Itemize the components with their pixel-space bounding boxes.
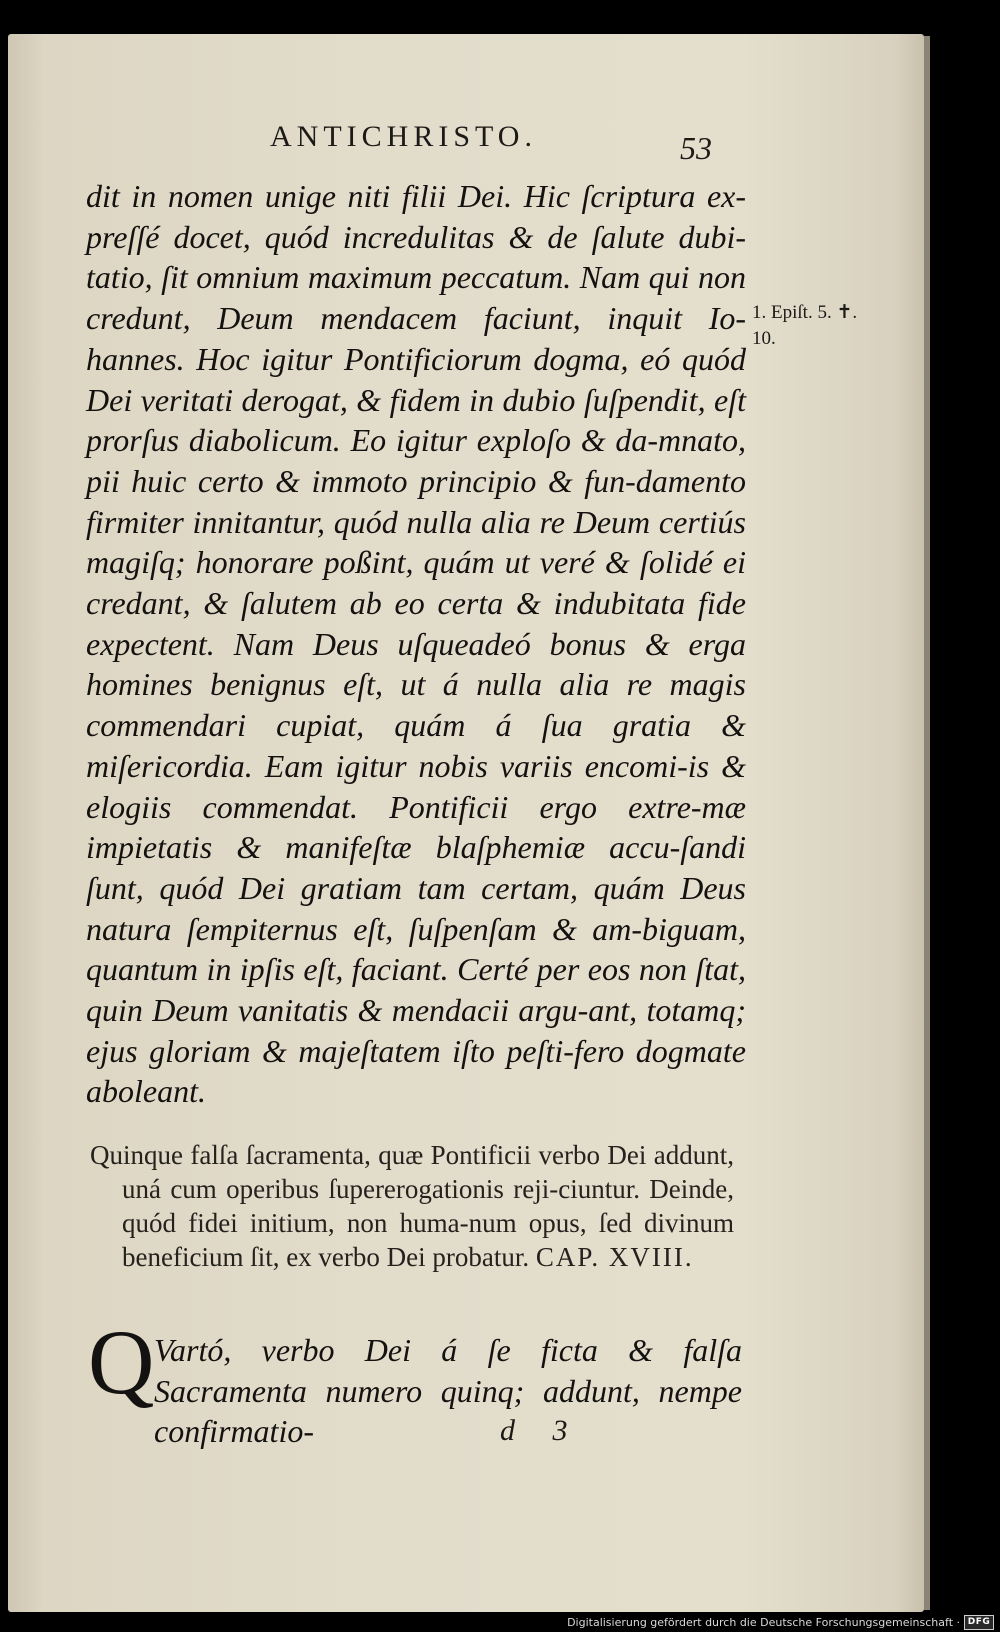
page-number: 53 [680,130,712,166]
chapter-summary [90,1138,734,1274]
page-edge [924,36,930,1610]
chapter-start-text: Vartó, verbo Dei á ſe ficta & falſa Sacramenta numero quinq; addunt, nempe confirmatio- [154,1332,742,1450]
dfg-logo-icon: DFG [964,1615,994,1630]
signature-mark: d 3 [500,1414,568,1447]
chapter-summary-text: Quinque falſa ſacramenta, quæ Pontificii verbo Dei addunt, uná cum operibus ſupererogationis reji-ciuntur. Deinde, quód fidei initium, non huma-num opus, ſed divinum beneficium ſit, ex verbo Dei probatur. [90,1140,734,1272]
margin-note [752,300,902,352]
body-text: dit in nomen unige niti filii Dei. Hic ſcriptura ex-preſſé docet, quód incredulitas & de ſalute dubi-tatio, ſit omnium maximum peccatum. Nam qui non credunt, Deum mendacem faciunt, inquit Io-hannes. Hoc igitur Pontificiorum dogma, eó quód Dei veritati derogat, & fidem in dubio ſuſpendit, eſt prorſus diabolicum. Eo igitur exploſo & da-mnato, pii huic certo & immoto principio & fun-damento firmiter innitantur, quód nulla alia re Deum certiús magiſq; honorare poßint, quám ut veré & ſolidé ei credant, & ſalutem ab eo certa & indubitata fide expectent. Nam Deus uſqueadeó bonus & erga homines benignus eſt, ut á nulla alia re magis commendari cupiat, quám á ſua gratia & miſericordia. Eam igitur nobis variis encomi-is & elogiis commendat. Pontificii ergo extre-mæ impietatis & manifeſtæ blaſphemiæ accu-ſandi ſunt, quód Dei gratiam tam certam, quám Deus natura ſempiternus eſt, ſuſpenſam & am-biguam, quantum in ipſis eſt, faciant. Certé per eos non ſtat, quin Deum vanitatis & mendacii argu-ant, totamq; ejus gloriam & majeſtatem iſto peſti-fero dogmate aboleant. [86,178,746,1110]
margin-note-verse: 10. [752,328,776,349]
footer-credit: Digitalisierung gefördert durch die Deutsche Forschungsgemeinschaft · [567,1616,960,1629]
running-head: ANTICHRISTO. [270,120,537,153]
margin-note-reference: 1. Epiſt. 5. ✝. [752,302,858,323]
drop-cap: Q [88,1311,155,1413]
chapter-label: CAP. XVIII. [535,1242,694,1272]
